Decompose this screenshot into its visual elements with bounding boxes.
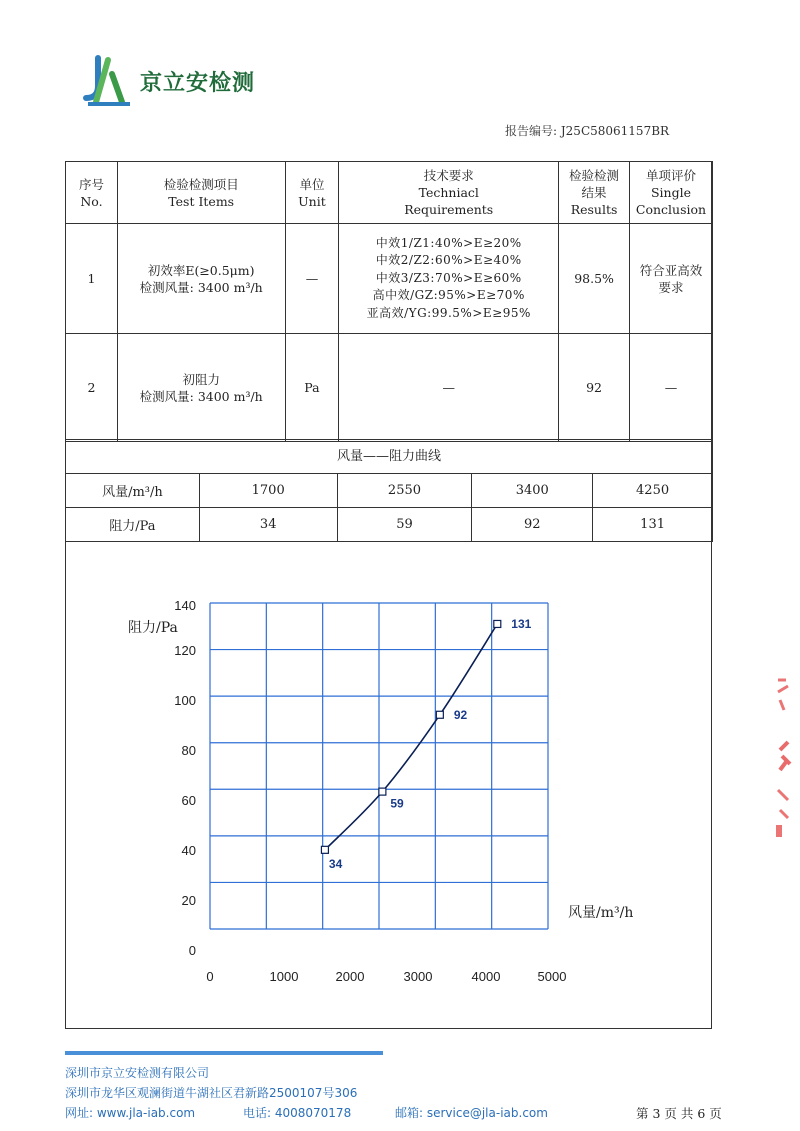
data-label: 131 xyxy=(511,616,532,631)
airflow-value: 1700 xyxy=(199,474,337,508)
header-conclusion: 单项评价 Single Conclusion xyxy=(630,162,713,224)
data-label: 92 xyxy=(453,707,468,722)
x-tick-label: 5000 xyxy=(537,969,567,984)
row-requirements: — xyxy=(339,334,559,442)
row-no: 2 xyxy=(66,334,118,442)
header-items: 检验检测项目 Test Items xyxy=(117,162,285,224)
header-results: 检验检测 结果 Results xyxy=(559,162,630,224)
footer-phone: 电话: 4008070178 xyxy=(243,1106,352,1120)
seal-stamp-fragment xyxy=(770,670,800,840)
resistance-value: 92 xyxy=(472,508,593,542)
curve-caption: 风量——阻力曲线 xyxy=(65,439,713,474)
data-label: 34 xyxy=(328,856,343,871)
header-requirements: 技术要求 Techniacl Requirements xyxy=(339,162,559,224)
y-tick-label: 20 xyxy=(181,893,196,908)
x-axis-label: 风量/m³/h xyxy=(568,905,634,921)
data-label: 59 xyxy=(390,796,404,811)
x-tick-label: 2000 xyxy=(335,969,365,984)
y-tick-label: 0 xyxy=(188,943,196,958)
footer-divider xyxy=(65,1051,383,1055)
x-tick-label: 4000 xyxy=(471,969,501,984)
airflow-value: 4250 xyxy=(593,474,713,508)
footer-company: 深圳市京立安检测有限公司 xyxy=(65,1066,210,1080)
header-unit: 单位 Unit xyxy=(285,162,339,224)
row-unit: — xyxy=(285,224,339,334)
row-result: 92 xyxy=(559,334,630,442)
x-tick-label: 1000 xyxy=(269,969,299,984)
y-tick-label: 100 xyxy=(174,693,196,708)
data-point xyxy=(436,711,443,718)
page-number: 第 3 页 共 6 页 xyxy=(636,1106,722,1121)
row-result: 98.5% xyxy=(559,224,630,334)
row-conclusion: — xyxy=(630,334,713,442)
data-point xyxy=(321,846,328,853)
report-number: 报告编号: J25C58061157BR xyxy=(505,124,670,138)
x-tick-label: 0 xyxy=(206,969,214,984)
logo-text: 京立安检测 xyxy=(140,71,256,96)
row-no: 1 xyxy=(66,224,118,334)
airflow-value: 3400 xyxy=(472,474,593,508)
row-requirements: 中效1/Z1:40%>E≥20% 中效2/Z2:60%>E≥40% 中效3/Z3:70%>E≥60% 高中效/GZ:95%>E≥70% 亚高效/YG:99.5%>E≥95% xyxy=(339,224,559,334)
row-conclusion: 符合亚高效 要求 xyxy=(630,224,713,334)
resistance-label: 阻力/Pa xyxy=(66,508,200,542)
resistance-value: 59 xyxy=(337,508,472,542)
y-axis-label: 阻力/Pa xyxy=(128,620,178,636)
y-tick-label: 80 xyxy=(181,743,196,758)
data-point xyxy=(379,788,386,795)
footer-website[interactable]: 网址: www.jla-iab.com xyxy=(65,1106,196,1120)
y-tick-label: 140 xyxy=(174,598,196,613)
series-line xyxy=(325,624,497,850)
footer-email[interactable]: 邮箱: service@jla-iab.com xyxy=(395,1106,548,1120)
airflow-label: 风量/m³/h xyxy=(66,474,200,508)
y-tick-label: 120 xyxy=(174,643,196,658)
x-tick-label: 3000 xyxy=(403,969,433,984)
row-item: 初阻力 检测风量: 3400 m³/h xyxy=(117,334,285,442)
row-unit: Pa xyxy=(285,334,339,442)
header-no: 序号 No. xyxy=(66,162,118,224)
airflow-value: 2550 xyxy=(337,474,472,508)
row-item: 初效率E(≥0.5μm) 检测风量: 3400 m³/h xyxy=(117,224,285,334)
footer-address: 深圳市龙华区观澜街道牛湖社区君新路2500107号306 xyxy=(65,1086,358,1100)
resistance-value: 131 xyxy=(593,508,713,542)
y-tick-label: 40 xyxy=(181,843,196,858)
resistance-value: 34 xyxy=(199,508,337,542)
data-point xyxy=(494,620,501,627)
y-tick-label: 60 xyxy=(181,793,196,808)
